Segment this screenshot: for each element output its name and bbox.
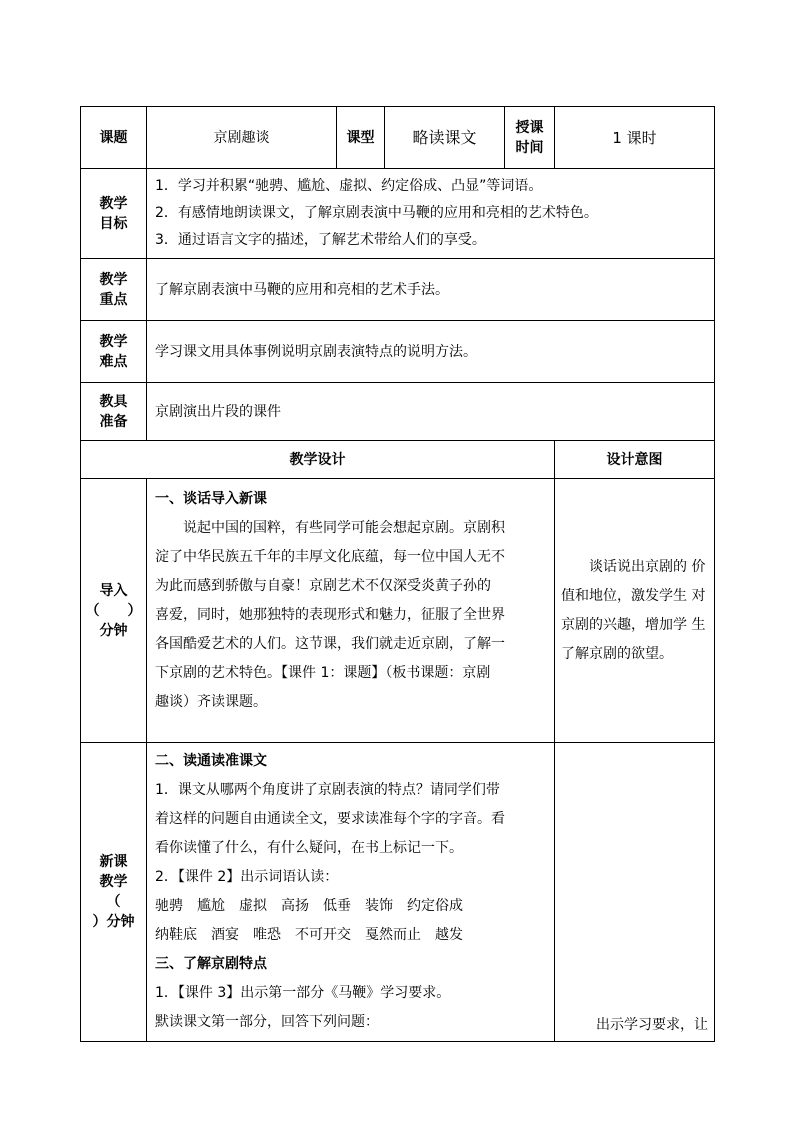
key-points-label xyxy=(81,259,147,321)
intro-line: 喜爱，同时，她那独特的表现形式和魅力，征服了全世界 xyxy=(155,607,505,623)
new-lesson-intent: 出示学习要求，让 xyxy=(555,743,715,1042)
difficulties-label xyxy=(81,321,147,383)
intro-line: 说起中国的国粹，有些同学可能会想起京剧。京剧积 xyxy=(183,520,505,536)
prep-row xyxy=(81,383,715,441)
goals-label-line-2: 目标 xyxy=(99,215,128,232)
vocab-word: 越发 xyxy=(435,927,463,943)
new-lesson-label-line-4: ）分钟 xyxy=(92,914,135,930)
new-lesson-label-line-3: （ xyxy=(106,894,121,910)
vocab-word: 低垂 xyxy=(323,898,351,914)
intro-intent-line: 生了解京剧的欲望。 xyxy=(561,616,706,662)
intro-line: 趣谈）齐读课题。 xyxy=(155,694,267,710)
type-label: 课型 xyxy=(337,107,385,169)
design-header-left: 教学设计 xyxy=(81,441,555,479)
key-points-label-line-1: 教学 xyxy=(99,271,128,288)
vocab-word: 酒宴 xyxy=(211,927,239,943)
design-header-row xyxy=(81,441,715,479)
intro-line: 淀了中华民族五千年的丰厚文化底蕴，每一位中国人无不 xyxy=(155,549,505,565)
intro-intent xyxy=(555,479,715,743)
goal-item: 3．通过语言文字的描述，了解艺术带给人们的享受。 xyxy=(155,232,486,248)
vocab-word: 约定俗成 xyxy=(407,898,463,914)
goal-item: 1．学习并积累“驰骋、尴尬、虚拟、约定俗成、凸显”等词语。 xyxy=(155,178,543,194)
goals-row xyxy=(81,169,715,259)
header-row xyxy=(81,107,715,169)
section-heading: 三、了解京剧特点 xyxy=(155,956,267,972)
intro-intent-line: 对京剧的兴趣，增加学 xyxy=(561,587,706,633)
vocab-word: 装饰 xyxy=(365,898,393,914)
lesson-line: 1．【课件 3】出示第一部分《马鞭》学习要求。 xyxy=(155,985,451,1001)
lesson-plan-table xyxy=(80,106,715,1042)
goals-content xyxy=(147,169,715,259)
goals-label-line-1: 教学 xyxy=(99,195,128,212)
intro-heading: 一、谈话导入新课 xyxy=(155,491,267,507)
vocab-word: 唯恐 xyxy=(253,927,281,943)
vocab-word: 驰骋 xyxy=(155,898,183,914)
lesson-line: 看你读懂了什么，有什么疑问，在书上标记一下。 xyxy=(155,840,463,856)
intro-line: 各国酷爱艺术的人们。这节课，我们就走近京剧，了解一 xyxy=(155,636,505,652)
vocab-word: 不可开交 xyxy=(295,927,351,943)
intro-intent-line: 谈话说出京剧的 xyxy=(589,558,687,575)
difficulties-row xyxy=(81,321,715,383)
vocab-word: 高扬 xyxy=(281,898,309,914)
intro-line: 下京剧的艺术特色。【课件 1：课题】（板书课题：京剧 xyxy=(155,665,491,681)
topic-value: 京剧趣谈 xyxy=(147,107,337,169)
topic-label: 课题 xyxy=(81,107,147,169)
vocab-row-1 xyxy=(155,892,546,921)
new-lesson-label-line-1: 新课 xyxy=(99,854,128,870)
difficulties-label-line-1: 教学 xyxy=(99,333,128,350)
section-heading: 二、读通读准课文 xyxy=(155,753,267,769)
key-points-text: 了解京剧表演中马鞭的应用和亮相的艺术手法。 xyxy=(147,259,715,321)
lesson-line: 着这样的问题自由通读全文，要求读准每个字的字音。看 xyxy=(155,811,505,827)
key-points-label-line-2: 重点 xyxy=(99,291,128,308)
time-label xyxy=(505,107,555,169)
intro-content xyxy=(147,479,555,743)
vocab-row-2 xyxy=(155,921,546,950)
prep-label xyxy=(81,383,147,441)
goals-label xyxy=(81,169,147,259)
intro-label-line-1: 导入 xyxy=(99,582,128,599)
key-points-row xyxy=(81,259,715,321)
intro-intent-line: 价值和地位，激发学生 xyxy=(561,558,706,604)
goal-item: 2．有感情地朗读课文，了解京剧表演中马鞭的应用和亮相的艺术特色。 xyxy=(155,205,598,221)
design-header-right: 设计意图 xyxy=(555,441,715,479)
vocab-word: 尴尬 xyxy=(197,898,225,914)
time-label-line-1: 授课 xyxy=(515,119,544,136)
intro-label xyxy=(81,479,147,743)
difficulties-text: 学习课文用具体事例说明京剧表演特点的说明方法。 xyxy=(147,321,715,383)
new-lesson-content xyxy=(147,743,555,1042)
vocab-word: 戛然而止 xyxy=(365,927,421,943)
time-value: 1 课时 xyxy=(555,107,715,169)
prep-text: 京剧演出片段的课件 xyxy=(147,383,715,441)
intro-line: 为此而感到骄傲与自豪！京剧艺术不仅深受炎黄子孙的 xyxy=(155,578,491,594)
intro-row xyxy=(81,479,715,743)
prep-label-line-2: 准备 xyxy=(99,413,128,430)
intro-label-line-3: 分钟 xyxy=(99,622,128,639)
type-value: 略读课文 xyxy=(385,107,505,169)
new-lesson-row xyxy=(81,743,715,1042)
lesson-line: 2．【课件 2】出示词语认读： xyxy=(155,869,339,885)
vocab-word: 虚拟 xyxy=(239,898,267,914)
vocab-word: 纳鞋底 xyxy=(155,927,197,943)
time-label-line-2: 时间 xyxy=(515,139,544,156)
lesson-line: 默读课文第一部分，回答下列问题： xyxy=(155,1014,379,1030)
new-lesson-label xyxy=(81,743,147,1042)
prep-label-line-1: 教具 xyxy=(99,393,128,410)
difficulties-label-line-2: 难点 xyxy=(99,353,128,370)
intro-label-line-2: （ ） xyxy=(85,602,142,619)
lesson-line: 1．课文从哪两个角度讲了京剧表演的特点？请同学们带 xyxy=(155,782,500,798)
new-lesson-label-line-2: 教学 xyxy=(99,874,128,890)
